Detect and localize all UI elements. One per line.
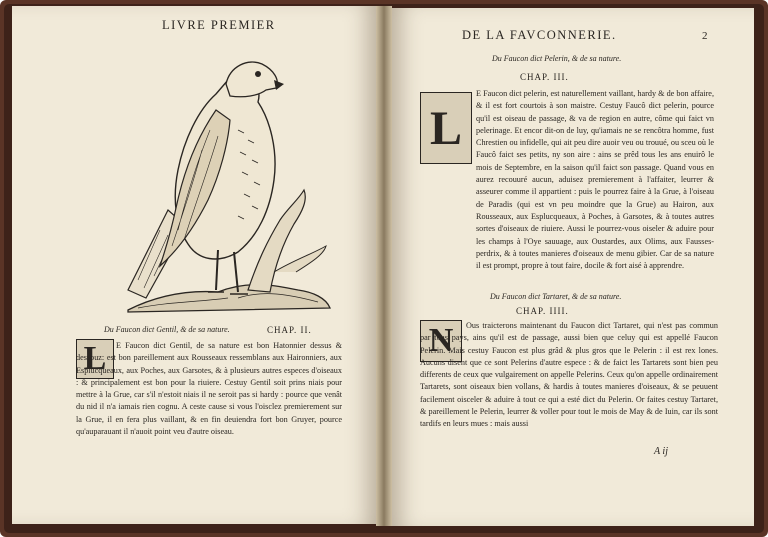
- chapter-iii-heading: CHAP. III.: [520, 72, 569, 82]
- tartaret-body-text: [420, 320, 718, 431]
- left-body-text: [76, 340, 342, 438]
- left-page: [12, 6, 376, 524]
- signature-mark: A ij: [654, 446, 668, 457]
- left-chapter-heading: CHAP. II.: [267, 325, 312, 335]
- pelerin-drop-cap-letter: L: [429, 101, 462, 155]
- pelerin-caption: Du Faucon dict Pelerin, & de sa nature.: [492, 54, 622, 63]
- tartaret-paragraph: Ous traicterons maintenant du Faucon dict Tartaret, qui n'est pas commun par tous pays, ains qu'il est de passage, aussi bien que celuy qui est appellé Faucon Pelerin. Mais cestuy Faucon est plus grâd & plus gros que le Pelerin : il est rex lones. Aucuns disent que ce sont Pelerins d'autre espece : & de faict les Tartarets sont bien peu differents de ceux que vulgairement on appelle Pelerins. Ceux qu'on appelle ordinairement Tartarets, sont oiseaux bien vollans, & hardis à toutes manieres d'oiseaux, & se peuuent facilement oisceler & aduire à tout ce qui a esté dict du Pelerin. Or faites cestuy Tartaret, & pareillement le Pelerin, leurrer & voller pour tout le mois de May & de Iuin, car ils sont tardifs en leurs mues : mais aussi: [420, 321, 718, 429]
- falcon-woodcut-illustration: [98, 40, 338, 320]
- pelerin-body-text: [476, 88, 714, 272]
- right-page: [392, 8, 754, 526]
- left-caption: Du Faucon dict Gentil, & de sa nature.: [104, 325, 230, 334]
- tartaret-caption: Du Faucon dict Tartaret, & de sa nature.: [490, 292, 622, 301]
- page-number: 2: [702, 30, 708, 42]
- book-gutter: [376, 6, 392, 526]
- right-running-head: DE LA FAVCONNERIE.: [462, 28, 617, 42]
- pelerin-paragraph: E Faucon dict pelerin, est naturellement vaillant, hardy & de bon affaire, & il est fort courtois à son maistre. Cestuy Faucô dict pelerin, pource qu'il est oiseau de passage, & va de region en autre, côme qui faict vn pelerinage. Et encor dit-on de luy, qu'iamais ne se rencôtra homme, fust Chrestien ou infidelle, qui ait peu dire auoir veu ou trouué, ou sceu où le Faucô faict ses petits, ny son aire : ains se prêd tous les ans enuirô le mois de Septembre, en la saison qu'il faict son passage. Quand vous en aurez recouuré aucun, aduisez premierement à l'affaiter, leurrer & asseurer comme il appartient : puis le pourrez faire à la Grue, à l'oiseau de Paradis (qui est vn peu moindre que la Grue) au Hairon, aux Rousseaux, aux Esplucqueaux, à Poches, à Garsotes, & à toutes autres sortes d'oiseaux de riuiere. Aussi le pourrez-vous oiseler & aduire pour les champs à l'Oye sauuage, aux Oustardes, aux Olims, aux Fausses-perdrix, & à toutes manieres d'oiseaux de menu gibier. Car de sa nature il est prompt, propre à tout faire, docile & fort aisé à apprendre.: [476, 89, 714, 271]
- pelerin-drop-cap: [420, 92, 472, 164]
- left-running-head: LIVRE PREMIER: [162, 18, 276, 32]
- left-drop-cap-letter: L: [83, 340, 107, 377]
- chapter-iiii-heading: CHAP. IIII.: [516, 306, 569, 316]
- tartaret-drop-cap-letter: N: [428, 322, 454, 359]
- left-paragraph: E Faucon dict Gentil, de sa nature est bon Hatonnier dessus & dessouz: est bon pareillement aux Rousseaux ressemblans aux Haironniers, aux Esplucqueaux, aux Poches, aux Garsotes, & à plusieurs autres especes d'oiseaux : & principalement est bon pour la riuiere. Cestuy Gentil soit prins niais pour mettre à la Grue, car s'il n'estoit niais il ne seroit pas si hardy : pource que venât du nid il n'a iamais rien cognu. A ceste cause si vous l'oisclez premierement sur la Grue, il en fera plus vaillant, & en fin deuiendra fort bon Gruyer, pource qu'auparauant il n'auoit point veu d'autre oiseau.: [76, 341, 342, 437]
